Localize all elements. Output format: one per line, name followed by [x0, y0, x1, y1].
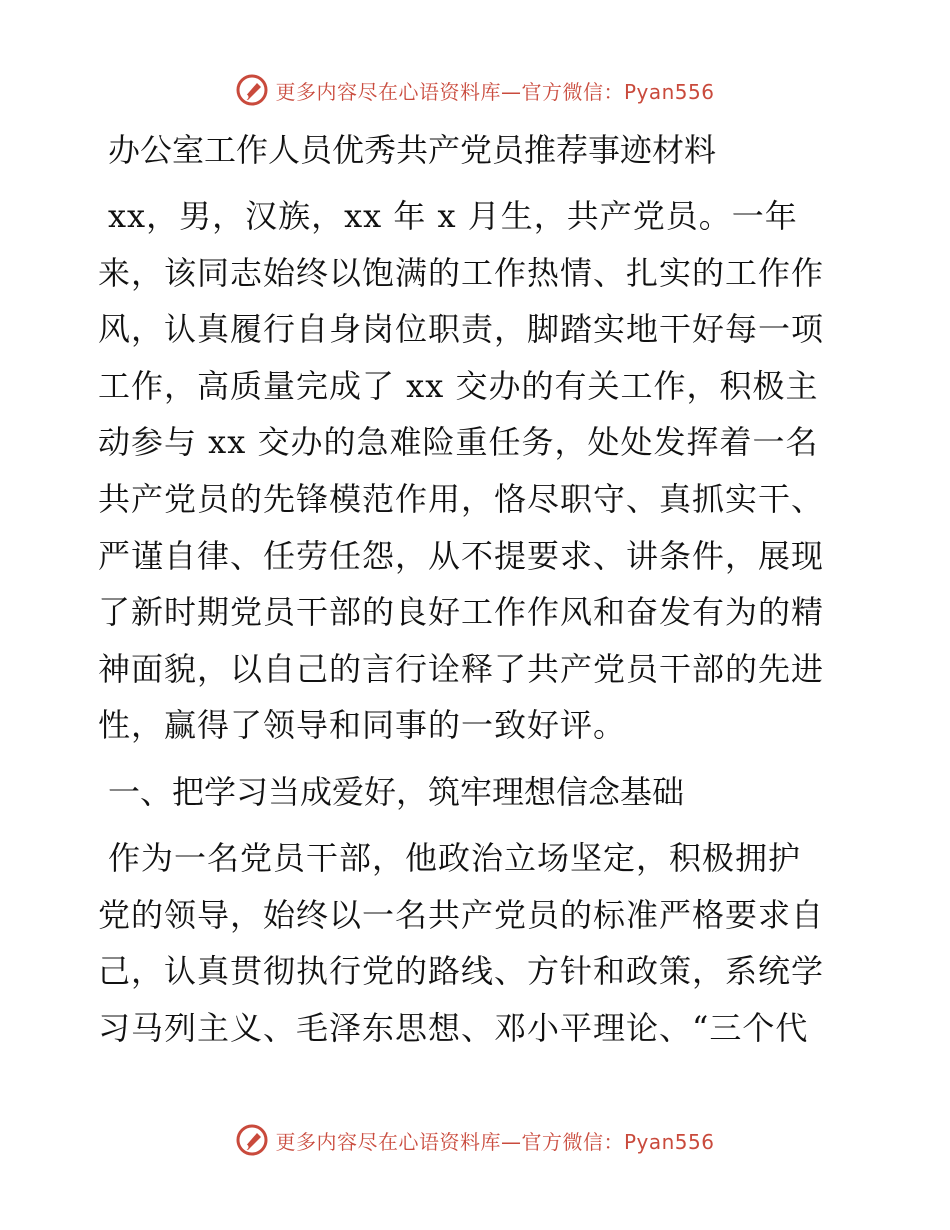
watermark-banner-bottom — [0, 1120, 950, 1160]
paragraph-line: 来，该同志始终以饱满的工作热情、扎实的工作作 — [98, 253, 825, 292]
watermark-banner-top — [0, 70, 950, 110]
document-title: 办公室工作人员优秀共产党员推荐事迹材料 — [108, 131, 717, 169]
section1-paragraph — [98, 830, 858, 1056]
paragraph-line: 共产党员的先锋模范作用，恪尽职守、真抓实干、 — [98, 479, 825, 518]
paragraph-line: 作为一名党员干部，他政治立场坚定，积极拥护 — [108, 838, 802, 877]
section-heading: 一、把学习当成爱好，筑牢理想信念基础 — [108, 772, 685, 811]
paragraph-line: 风，认真履行自身岗位职责，脚踏实地干好每一项 — [98, 310, 825, 349]
paragraph-line: 己，认真贯彻执行党的路线、方针和政策，系统学 — [98, 952, 825, 991]
paragraph-line: 动参与 xx 交办的急难险重任务，处处发挥着一名 — [98, 423, 819, 462]
paragraph-line: xx，男，汉族，xx 年 x 月生，共产党员。一年 — [108, 197, 798, 235]
paragraph-line: 党的领导，始终以一名共产党员的标准严格要求自 — [98, 895, 825, 934]
paragraph-line: 性，赢得了领导和同事的一致好评。 — [98, 706, 627, 745]
paragraph-line: 严谨自律、任劳任怨，从不提要求、讲条件，展现 — [98, 536, 825, 575]
paragraph-line: 神面貌，以自己的言行诠释了共产党员干部的先进 — [98, 649, 825, 688]
pen-nib-logo-icon — [235, 1123, 269, 1157]
watermark-text: 更多内容尽在心语资料库—官方微信：Pyan556 — [275, 1129, 715, 1154]
paragraph-line: 习马列主义、毛泽东思想、邓小平理论、“三个代 — [98, 1008, 809, 1047]
paragraph-line: 了新时期党员干部的良好工作作风和奋发有为的精 — [98, 593, 825, 632]
document-body — [98, 122, 858, 1066]
pen-nib-logo-icon — [235, 73, 269, 107]
intro-paragraph — [98, 188, 858, 754]
paragraph-line: 工作，高质量完成了 xx 交办的有关工作，积极主 — [98, 366, 819, 405]
watermark-text: 更多内容尽在心语资料库—官方微信：Pyan556 — [275, 79, 715, 104]
